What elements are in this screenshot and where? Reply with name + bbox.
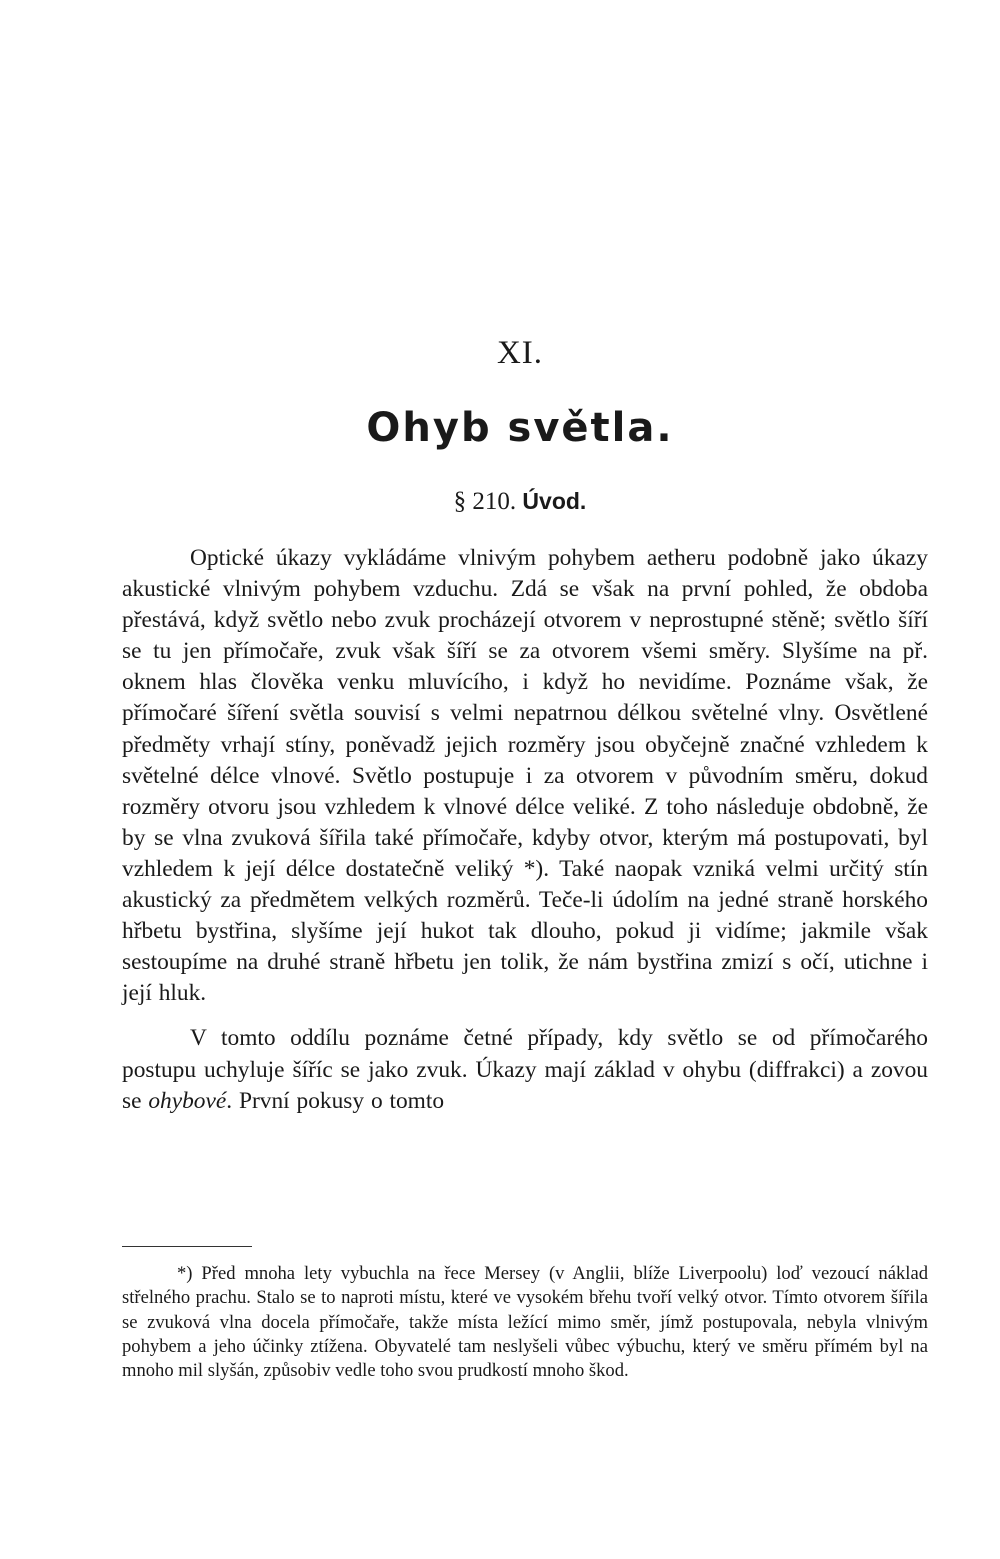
paragraph (122, 1023, 928, 1116)
section-number: § 210. (453, 488, 517, 515)
footnotes (122, 1262, 928, 1383)
chapter-number: XI. (496, 335, 544, 371)
chapter-title: Ohyb světla. (366, 405, 674, 451)
footnote: *) Před mnoha lety vybuchla na řece Mersey (v Anglii, blíže Liverpoolu) loď vezoucí náklad střelného prachu. Stalo se to naproti místu, které ve vysokém břehu tvoří velký otvor. Tímto otvorem šířila se zvuková vlna docela přímočaře, takže místa ležící mimo směr, jímž postupovala, nebyla vlnivým pohybem a jeho účinky ztížena. Obyvatelé tam neslyšeli vůbec výbuchu, který ve směru přímém byl na mnoho mil slyšán, způsobiv vedle toho svou prudkostí mnoho škod. (122, 1263, 928, 1382)
paragraph-text: V tomto oddílu poznáme četné případy, kdy světlo se od přímočarého postupu uchyluje šíříc se jako zvuk. Úkazy mají základ v ohybu (diffrakci) a zovou se (122, 1025, 928, 1114)
paragraph: Optické úkazy vykládáme vlnivým pohybem aetheru podobně jako úkazy akustické vlnivým pohybem vzduchu. Zdá se však na první pohled, že obdoba přestává, když světlo nebo zvuk procházejí otvorem v neprostupné stěně; světlo šíří se tu jen přímočaře, zvuk však šíří se za otvorem všemi směry. Slyšíme na př. oknem hlas člověka venku mluvícího, i když ho nevidíme. Poznáme však, že přímočaré šíření světla souvisí s velmi nepatrnou délkou světelné vlny. Osvětlené předměty vrhají stíny, poněvadž jejich rozměry jsou obyčejně značné vzhledem k světelné délce vlnové. Světlo postupuje i za otvorem v původním směru, dokud rozměry otvoru jsou vzhledem k vlnové délce veliké. Z toho následuje obdobně, že by se vlna zvuková šířila také přímočaře, kdyby otvor, kterým má postupovati, byl vzhledem k její délce dostatečně veliký *). Také naopak vzniká velmi určitý stín akustický za předmětem velkých rozměrů. Teče-li údolím na jedné straně horského hřbetu bystřina, slyšíme její hukot tak dlouho, pokud ji vidíme; jakmile však sestoupíme na druhé straně hřbetu jen tolik, že nám bystřina zmizí s očí, utichne i její hluk. (122, 545, 928, 1007)
body-text (122, 543, 928, 1117)
section-heading (0, 488, 1000, 516)
footnote-divider (122, 1246, 252, 1247)
section-name: Úvod. (522, 488, 587, 514)
paragraph-text: . První pokusy o tomto (226, 1087, 445, 1114)
emphasized-term: ohybové (148, 1087, 227, 1114)
